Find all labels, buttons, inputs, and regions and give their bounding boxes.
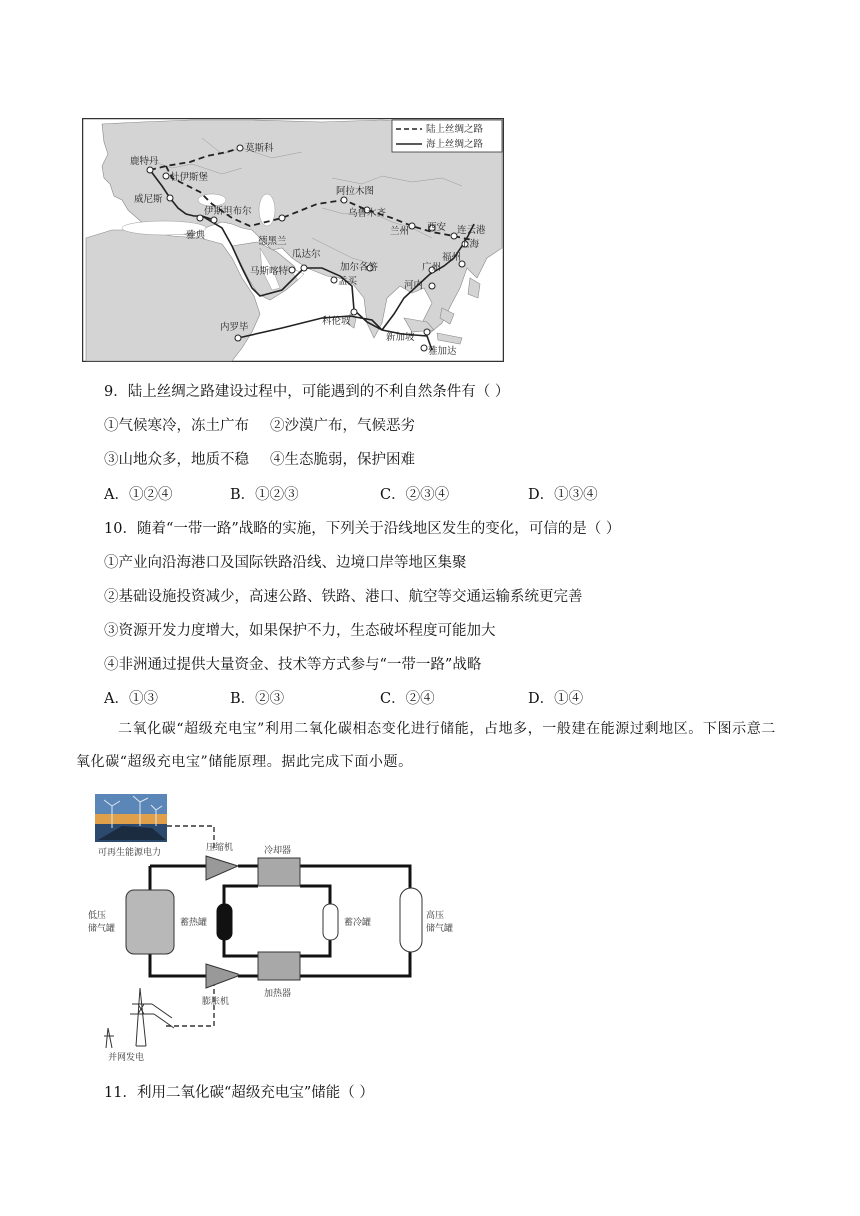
q9-option-a[interactable]: A．①②④ [104,487,173,503]
low-pressure-tank [126,890,174,954]
high-tank-label-1: 高压 [426,911,445,921]
expander [206,964,238,988]
city-label: 德黑兰 [258,236,287,247]
city-label: 威尼斯 [134,194,163,205]
city-label: 乌鲁木齐 [348,208,387,219]
low-tank-label-2: 储气罐 [88,924,116,934]
intro-paragraph: 二氧化碳“超级充电宝”利用二氧化碳相态变化进行储能，占地多，一般建在能源过剩地区。下图示意二氧化碳“超级充电宝”储能原理。据此完成下面小题。 [76,721,776,770]
city-label: 鹿特丹 [130,156,159,167]
low-tank-label-1: 低压 [88,911,107,921]
q11-stem: 11．利用二氧化碳“超级充电宝”储能（ ） [104,1085,374,1101]
q10-option-c[interactable]: C．②④ [380,691,435,707]
high-tank-label-2: 储气罐 [426,924,454,934]
city-label: 新加坡 [386,332,415,343]
q10-statement-2: ②基础设施投资减少，高速公路、铁路、港口、航空等交通运输系统更完善 [104,589,583,605]
q9-statement-3: ③山地众多，地质不稳 [104,452,249,468]
city-label: 兰州 [390,226,410,237]
city-label: 内罗毕 [220,322,249,333]
q10-option-b[interactable]: B．②③ [230,691,285,707]
city-label: 西安 [427,222,447,233]
grid-label: 并网发电 [108,1053,145,1063]
heater-label: 加热器 [264,989,292,999]
expander-label: 膨胀机 [202,997,230,1007]
inner-pipe [224,886,330,956]
legend-land: 陆上丝绸之路 [426,124,484,135]
q10-statement-3: ③资源开发力度增大，如果保护不力，生态破坏程度可能加大 [104,623,496,639]
heater [258,952,300,980]
renewable-label: 可再生能源电力 [98,848,162,858]
city-label: 加尔各答 [340,262,379,273]
city-label: 上海 [460,239,480,250]
q9-option-d[interactable]: D．①③④ [528,487,598,503]
city-label: 阿拉木图 [336,186,375,197]
cold-storage-tank [323,904,338,940]
city-label: 伊斯坦布尔 [204,206,252,217]
compressor-label: 压缩机 [206,843,234,853]
renewable-energy-photo [95,794,167,842]
city-label: 莫斯科 [245,143,274,154]
cooler-label: 冷却器 [264,846,292,856]
heat-store-label: 蓄热罐 [180,918,208,928]
legend-sea: 海上丝绸之路 [426,139,484,150]
map-legend [392,120,502,152]
co2-storage-diagram [82,792,472,1064]
q10-stem: 10．随着“一带一路”战略的实施，下列关于沿线地区发生的变化，可信的是（ ） [104,521,621,537]
heat-storage-tank [217,904,232,940]
city-label: 雅典 [186,230,206,241]
silk-road-map [82,118,504,362]
q9-statement-2: ②沙漠广布，气候恶劣 [270,418,415,434]
q10-statement-1: ①产业向沿海港口及国际铁路沿线、边境口岸等地区集聚 [104,555,467,571]
q9-option-b[interactable]: B．①②③ [230,487,299,503]
high-pressure-tank [400,888,422,952]
city-label: 雅加达 [428,346,457,357]
q9-statement-1: ①气候寒冷，冻土广布 [104,418,249,434]
compressor [206,856,238,880]
city-label: 瓜达尔 [292,249,321,260]
power-tower-icon [104,988,174,1048]
city-label: 连云港 [457,225,486,236]
cold-store-label: 蓄冷罐 [344,918,372,928]
q10-option-d[interactable]: D．①④ [528,691,584,707]
q9-stem: 9．陆上丝绸之路建设过程中，可能遇到的不利自然条件有（ ） [104,384,510,400]
city-label: 福州 [442,252,462,263]
q10-option-a[interactable]: A．①③ [104,691,158,707]
city-label: 广州 [422,262,442,273]
city-label: 马斯喀特 [250,266,289,277]
city-label: 河内 [404,280,424,291]
city-label: 孟买 [338,276,358,287]
cooler [258,858,300,886]
city-label: 杜伊斯堡 [170,172,209,183]
city-label: 科伦坡 [322,316,351,327]
q9-option-c[interactable]: C．②③④ [380,487,450,503]
q9-statement-4: ④生态脆弱，保护困难 [270,452,415,468]
q10-statement-4: ④非洲通过提供大量资金、技术等方式参与“一带一路”战略 [104,657,482,673]
